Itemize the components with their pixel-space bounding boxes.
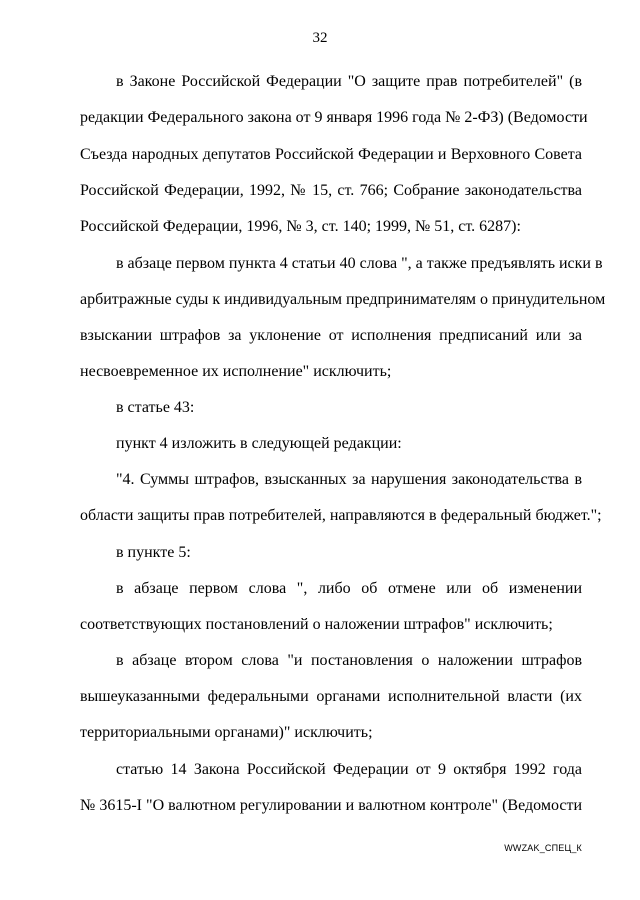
page-number: 32 [312,30,328,46]
text-line: в абзаце втором слова "и постановления о наложении штрафов [116,652,582,669]
text-line: в абзаце первом слова ", либо об отмене или об изменении [116,580,582,597]
text-line: территориальными органами)" исключить; [80,724,373,741]
text-line: в пункте 5: [116,544,191,561]
text-line: взыскании штрафов за уклонение от исполнения предписаний или за [80,327,582,344]
text-line: в Законе Российской Федерации "О защите прав потребителей" (в [116,73,582,90]
text-line: "4. Суммы штрафов, взысканных за нарушения законодательства в [116,471,582,488]
text-line: редакции Федерального закона от 9 января 1996 года № 2-ФЗ) (Ведомости [80,109,588,126]
text-line: соответствующих постановлений о наложении штрафов" исключить; [80,616,553,633]
text-line: Съезда народных депутатов Российской Федерации и Верховного Совета [80,146,582,163]
footer-code: WWZAK_СПЕЦ_К [504,843,582,853]
text-line: в статье 43: [116,399,195,416]
text-line: Российской Федерации, 1992, № 15, ст. 766; Собрание законодательства [80,182,582,199]
text-line: пункт 4 изложить в следующей редакции: [116,435,402,452]
text-line: № 3615-I "О валютном регулировании и валютном контроле" (Ведомости [80,797,582,814]
text-line: области защиты прав потребителей, направляются в федеральный бюджет."; [80,507,602,524]
text-line: Российской Федерации, 1996, № 3, ст. 140; 1999, № 51, ст. 6287): [80,218,521,235]
text-line: в абзаце первом пункта 4 статьи 40 слова ", а также предъявлять иски в [116,255,603,272]
text-line: вышеуказанными федеральными органами исполнительной власти (их [80,688,582,705]
text-line: арбитражные суды к индивидуальным предпринимателям о принудительном [80,291,606,308]
text-line: статью 14 Закона Российской Федерации от 9 октября 1992 года [116,761,582,778]
text-line: несвоевременное их исполнение" исключить; [80,363,392,380]
